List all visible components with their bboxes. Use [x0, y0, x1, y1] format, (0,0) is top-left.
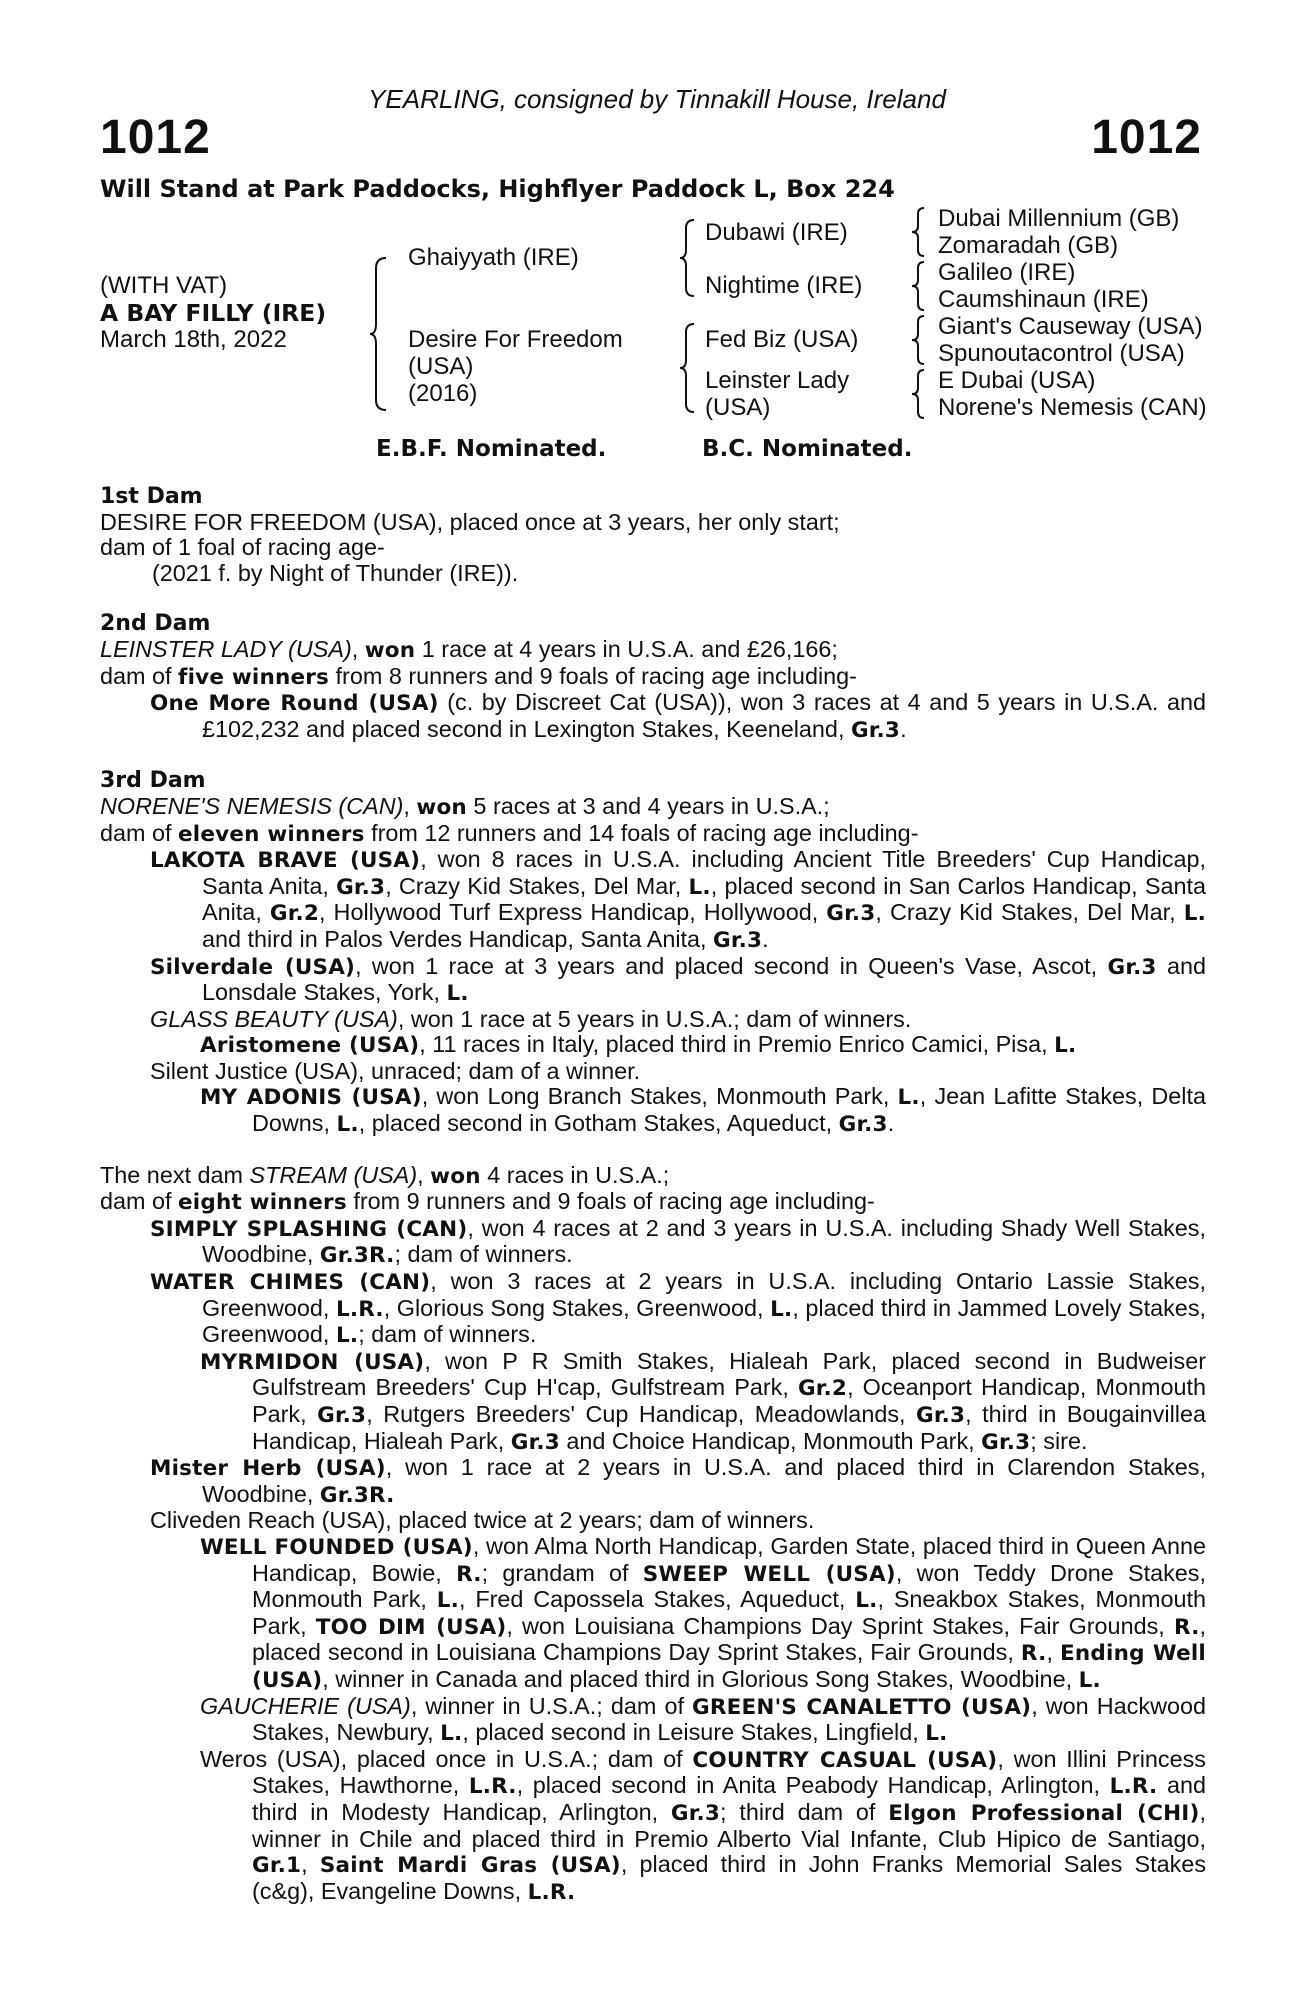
horse-name: Elgon Professional (CHI) [888, 1800, 1200, 1826]
grade: R. [1020, 1641, 1047, 1667]
horse-name: WATER CHIMES (CAN) [150, 1270, 431, 1296]
produce-weros [100, 1747, 1206, 1906]
text: , won Alma North Handicap, Garden State, placed third in Queen Anne Handicap, Bowie, [252, 1532, 1206, 1586]
produce-simply-splashing [100, 1216, 1206, 1269]
dam-line-1: Desire For Freedom [408, 326, 623, 353]
text: , winner in Chile and placed third in Premio Alberto Vial Infante, Club Hipico de Santiago, [252, 1798, 1206, 1852]
grade: Gr.2 [797, 1376, 848, 1402]
produce-cliveden-reach: Cliveden Reach (USA), placed twice at 2 years; dam of winners. [150, 1507, 815, 1534]
text: , won Long Branch Stakes, Monmouth Park, [421, 1083, 898, 1110]
lot-number-right: 1012 [1091, 111, 1202, 164]
consignment-line: YEARLING, consigned by Tinnakill House, Ireland [368, 84, 946, 114]
text: and third in Palos Verdes Handicap, Santa Anita, [202, 925, 714, 952]
produce-silent-justice: Silent Justice (USA), unraced; dam of a winner. [150, 1057, 641, 1084]
produce-mister-herb [100, 1455, 1206, 1508]
text: , Hollywood Turf Express Handicap, Hollywood, [319, 899, 827, 926]
horse-name: Saint Mardi Gras (USA) [319, 1853, 621, 1879]
vat-note: (WITH VAT) [100, 272, 228, 299]
text: , won 1 race at 3 years and placed second in Queen's Vase, Ascot, [355, 952, 1108, 979]
horse-name: SIMPLY SPLASHING (CAN) [150, 1216, 468, 1242]
produce-glass-beauty [100, 1007, 1206, 1033]
produce-silverdale [100, 954, 1206, 1007]
grade: Gr.3 [336, 874, 386, 900]
text: , Jean Lafitte Stakes, Delta Downs, [252, 1083, 1206, 1137]
dam-dam-line-1: Leinster Lady [705, 367, 850, 394]
grade: L. [440, 1721, 463, 1747]
won-label: won [430, 1163, 481, 1189]
dam-line-2: (USA) [408, 353, 474, 380]
grade: L.R. [468, 1774, 517, 1800]
text: , placed second in Anita Peabody Handicap, Arlington, [516, 1772, 1110, 1799]
next-dam-produce [100, 1189, 1206, 1216]
pedigree-brace-g1 [910, 206, 930, 258]
produce-aristomene [100, 1032, 1206, 1059]
foaling-date: March 18th, 2022 [100, 326, 287, 353]
dam-sire: Fed Biz (USA) [705, 326, 859, 353]
text: dam of [100, 819, 179, 846]
grade: Gr.3R. [319, 1482, 395, 1508]
great-grandparent-4: Caumshinaun (IRE) [938, 286, 1149, 313]
text: , placed second in San Carlos Handicap, Santa Anita, [202, 872, 1206, 926]
produce-water-chimes [100, 1269, 1206, 1349]
text: , Fred Capossela Stakes, Aqueduct, [459, 1586, 856, 1613]
text: . [887, 1110, 895, 1137]
grade: L. [1054, 1033, 1077, 1059]
produce-my-adonis [100, 1084, 1206, 1137]
text: 4 races in U.S.A.; [480, 1161, 670, 1188]
grade: Gr.3 [317, 1403, 367, 1428]
text: , placed third in Jammed Lovely Stakes, Greenwood, [202, 1294, 1207, 1348]
won-label: won [416, 794, 467, 820]
grade: Gr.3 [510, 1429, 560, 1455]
horse-name: One More Round (USA) [150, 691, 439, 717]
great-grandparent-5: Giant's Causeway (USA) [938, 313, 1203, 340]
first-dam-line-1: DESIRE FOR FREEDOM (USA), placed once at 3 years, her only start; [100, 508, 840, 535]
text: and Lonsdale Stakes, York, [202, 952, 1206, 1006]
third-dam-heading: 3rd Dam [100, 768, 206, 794]
grade: L. [897, 1085, 920, 1111]
produce-lakota-brave [100, 847, 1206, 953]
horse-name: WELL FOUNDED (USA) [200, 1534, 473, 1560]
grade: Gr.3R. [319, 1243, 395, 1269]
stand-location: Will Stand at Park Paddocks, Highflyer Paddock L, Box 224 [100, 175, 895, 203]
grade: L.R. [335, 1296, 384, 1322]
text: from 8 runners and 9 foals of racing age including- [329, 662, 857, 689]
grade: L. [1183, 901, 1206, 927]
great-grandparent-8: Norene's Nemesis (CAN) [938, 394, 1207, 421]
text: , won Teddy Drone Stakes, Monmouth Park, [252, 1559, 1206, 1613]
text: . [900, 715, 907, 742]
text: , placed second in Leisure Stakes, Lingfield, [462, 1719, 926, 1746]
grade: Gr.3 [850, 717, 901, 743]
third-dam-produce [100, 821, 1206, 848]
text: , Crazy Kid Stakes, Del Mar, [875, 899, 1184, 926]
horse-name: GREEN'S CANALETTO (USA) [692, 1694, 1032, 1720]
grade: Gr.3 [713, 927, 763, 953]
grade: Gr.3 [981, 1429, 1031, 1455]
horse-name: Aristomene (USA) [200, 1033, 420, 1059]
text: , Oceanport Handicap, Monmouth Park, [252, 1374, 1206, 1427]
grade: Gr.2 [269, 901, 319, 927]
dam-dam-line-2: (USA) [705, 394, 771, 421]
horse-name: Silverdale (USA) [150, 954, 356, 980]
horse-name: SWEEP WELL (USA) [642, 1561, 896, 1587]
produce-myrmidon [100, 1349, 1206, 1455]
text: ; dam of winners. [358, 1321, 537, 1348]
text: , won 1 race at 2 years in U.S.A. and placed third in Clarendon Stakes, Woodbine, [202, 1454, 1206, 1507]
grade: L. [1078, 1667, 1101, 1693]
text: , placed third in John Franks Memorial Sales Stakes (c&g), Evangeline Downs, [252, 1851, 1207, 1904]
horse-name: Ending Well (USA) [252, 1641, 1207, 1693]
text: . [762, 925, 769, 952]
horse-name: GLASS BEAUTY (USA) [150, 1005, 398, 1032]
text: , winner in Canada and placed third in Glorious Song Stakes, Woodbine, [322, 1665, 1079, 1692]
next-dam-record [100, 1163, 1206, 1190]
third-dam-record [100, 794, 1206, 821]
text: , Sneakbox Stakes, Monmouth Park, [252, 1586, 1206, 1639]
pedigree-brace-main [368, 256, 392, 412]
grade: R. [456, 1561, 482, 1587]
winners-count: eight winners [178, 1190, 347, 1216]
dam-line-3: (2016) [408, 380, 478, 407]
grade: L. [770, 1296, 793, 1322]
text: , won 3 races at 2 years in U.S.A. including Ontario Lassie Stakes, Greenwood, [202, 1268, 1206, 1321]
won-label: won [364, 637, 416, 663]
grade: L. [446, 981, 469, 1007]
grade: L. [855, 1588, 878, 1614]
text: dam of [100, 662, 179, 689]
text: , [403, 792, 417, 819]
lot-number-left: 1012 [100, 111, 211, 164]
winners-count: eleven winners [178, 821, 365, 847]
dam-name: NORENE'S NEMESIS (CAN) [100, 792, 404, 819]
text: , [1046, 1639, 1061, 1666]
second-dam-record [100, 637, 1206, 664]
text: 1 race at 4 years in U.S.A. and £26,166; [415, 635, 838, 662]
horse-name: A BAY FILLY (IRE) [100, 299, 327, 327]
text: , Glorious Song Stakes, Greenwood, [383, 1294, 771, 1321]
text: Weros (USA), placed once in U.S.A.; dam of [200, 1745, 693, 1772]
dam-name: LEINSTER LADY (USA) [100, 635, 352, 662]
text: , 11 races in Italy, placed third in Premio Enrico Camici, Pisa, [419, 1031, 1055, 1058]
text: , Crazy Kid Stakes, Del Mar, [385, 872, 689, 899]
second-dam-produce [100, 664, 1206, 691]
grade: Gr.3 [1107, 954, 1157, 980]
horse-name: GAUCHERIE (USA) [200, 1692, 411, 1719]
grade: L. [335, 1323, 359, 1349]
text: , third in Bougainvillea Handicap, Hialeah Park, [252, 1401, 1206, 1454]
horse-name: MYRMIDON (USA) [200, 1349, 425, 1375]
pedigree-notes [100, 484, 1206, 1905]
text: The next dam [100, 1161, 250, 1188]
text: , [351, 635, 365, 662]
pedigree-brace-g4 [910, 368, 930, 420]
text: , won P R Smith Stakes, Hialeah Park, placed second in Budweiser Gulfstream Breeders' Cup H'cap, Gulfstream Park, [252, 1347, 1206, 1401]
winners-count: five winners [178, 664, 330, 690]
produce-one-more-round [100, 690, 1206, 743]
text: ; dam of winners. [394, 1241, 573, 1268]
text: , won 4 races at 2 and 3 years in U.S.A. including Shady Well Stakes, Woodbine, [202, 1214, 1206, 1268]
text: , [417, 1161, 431, 1188]
grade: L.R. [527, 1879, 576, 1905]
text: 5 races at 3 and 4 years in U.S.A.; [466, 792, 830, 819]
grade: Gr.3 [916, 1403, 966, 1428]
text: dam of [100, 1188, 179, 1215]
text: , [301, 1851, 320, 1878]
grade: L. [436, 1588, 460, 1614]
bc-nomination: B.C. Nominated. [702, 436, 913, 462]
pedigree-brace-g2 [910, 260, 930, 312]
great-grandparent-6: Spunoutacontrol (USA) [938, 340, 1185, 367]
text: , won Louisiana Champions Day Sprint Stakes, Fair Grounds, [506, 1612, 1174, 1639]
grade: L.R. [1109, 1774, 1158, 1800]
text: ; sire. [1030, 1427, 1088, 1454]
horse-name: Mister Herb (USA) [150, 1456, 386, 1482]
horse-name: TOO DIM (USA) [315, 1614, 507, 1640]
text: , won Hackwood Stakes, Newbury, [252, 1692, 1206, 1746]
text: and Choice Handicap, Monmouth Park, [559, 1427, 982, 1454]
produce-well-founded [100, 1534, 1206, 1694]
grade: R. [1173, 1614, 1200, 1640]
horse-name: MY ADONIS (USA) [200, 1085, 422, 1111]
grade: L. [688, 874, 711, 900]
text: from 12 runners and 14 foals of racing age including- [364, 819, 919, 846]
great-grandparent-7: E Dubai (USA) [938, 367, 1096, 394]
produce-gaucherie [100, 1694, 1206, 1747]
text: , placed second in Louisiana Champions Day Sprint Stakes, Fair Grounds, [252, 1612, 1206, 1666]
text: from 9 runners and 9 foals of racing age including- [346, 1188, 875, 1215]
grade: Gr.3 [838, 1112, 888, 1138]
pedigree-brace-sire [678, 218, 700, 298]
great-grandparent-1: Dubai Millennium (GB) [938, 205, 1180, 232]
text: , placed second in Gotham Stakes, Aqueduct, [358, 1110, 839, 1137]
first-dam-heading: 1st Dam [100, 484, 203, 509]
sire-sire: Dubawi (IRE) [705, 219, 848, 246]
grade: Gr.3 [670, 1800, 721, 1826]
grade: Gr.3 [826, 901, 876, 927]
pedigree-brace-g3 [910, 314, 930, 366]
grade: Gr.1 [252, 1853, 302, 1879]
first-dam-line-2: dam of 1 foal of racing age- [100, 534, 385, 561]
text: , won 1 race at 5 years in U.S.A.; dam of winners. [397, 1005, 912, 1032]
text: ; third dam of [720, 1798, 889, 1825]
text: ; grandam of [481, 1559, 643, 1586]
pedigree-brace-dam [678, 322, 700, 414]
first-dam-line-3: (2021 f. by Night of Thunder (IRE)). [152, 559, 519, 586]
text: , winner in U.S.A.; dam of [410, 1692, 693, 1719]
grade: L. [925, 1721, 948, 1747]
horse-name: COUNTRY CASUAL (USA) [692, 1747, 998, 1773]
great-grandparent-3: Galileo (IRE) [938, 259, 1076, 286]
text: , won Illini Princess Stakes, Hawthorne, [252, 1745, 1206, 1799]
text: , won 8 races in U.S.A. including Ancient Title Breeders' Cup Handicap, Santa Anita, [202, 846, 1207, 899]
sire: Ghaiyyath (IRE) [408, 244, 579, 271]
text: and third in Modesty Handicap, Arlington, [252, 1772, 1207, 1825]
second-dam-heading: 2nd Dam [100, 611, 211, 637]
ebf-nomination: E.B.F. Nominated. [376, 436, 607, 462]
great-grandparent-2: Zomaradah (GB) [938, 232, 1119, 259]
dam-name: STREAM (USA) [249, 1161, 418, 1188]
text: (c. by Discreet Cat (USA)), won 3 races at 4 and 5 years in U.S.A. and £102,232 and placed second in Lexington Stakes, Keeneland, [202, 689, 1206, 742]
sire-dam: Nightime (IRE) [705, 272, 863, 299]
horse-name: LAKOTA BRAVE (USA) [150, 848, 421, 874]
text: , Rutgers Breeders' Cup Handicap, Meadowlands, [366, 1401, 917, 1427]
grade: L. [336, 1112, 359, 1138]
